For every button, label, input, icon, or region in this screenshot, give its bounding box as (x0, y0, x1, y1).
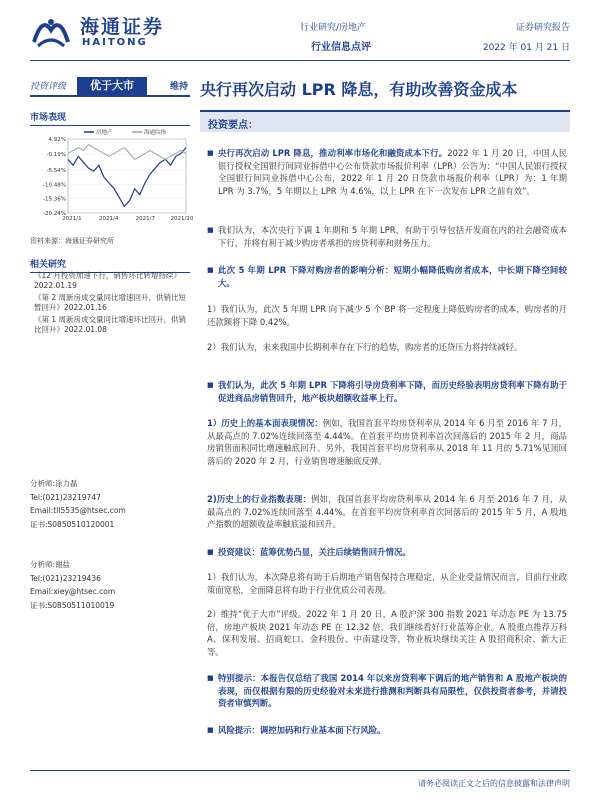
chart-source: 资料来源：海通证券研究所 (30, 237, 114, 245)
footer-disclaimer: 请务必阅读正文之后的信息披露和法律声明 (418, 779, 570, 788)
paragraph: 2)历史上的行业指数表现：例如，我国首套平均房贷利率从 2014 年 6 月至 2016 年 7 月，从最高点的 7.02%连续回落至 4.44%。在首套平均房贷利率首次回落后的 2015 年 5 月，A 股地产指数的超额收益率触底溢和回升。 (207, 494, 567, 530)
rating-bar (30, 75, 190, 97)
paragraph: ■ 风险提示：调控加码和行业基本面下行风险。 (207, 724, 567, 737)
report-category: 行业研究/房地产 (300, 23, 367, 33)
paragraph: 1）我们认为，此次 5 年期 LPR 向下减少 5 个 BP 将一定程度上降低购房者的成本，购房者的月还款额将下降 0.42%。 (207, 304, 567, 327)
report-date: 2022 年 01 月 21 日 (482, 43, 570, 53)
related-item[interactable]: 《12 月投资加速下行，销售环比转增持续》2022.01.19 (34, 271, 181, 290)
footer-divider (30, 770, 570, 771)
analyst-tel: Tel:(021)23219436 (30, 573, 101, 583)
analyst-email[interactable]: Email:xiey@htsec.com (30, 587, 116, 596)
paragraph: 1）历史上的基本面表现情况：例如，我国首套平均房贷利率从 2014 年 6 月至 2016 年 7 月，从最高点的 7.02%连续回落至 4.44%。在首套平均房贷利率首次回落后的 2015 年 2 月，商品房销售面积同比增速触底回升。另外，我国首套平均房贷利率从 2018 年 11 月的 5.71%见顶回落后的 2020 年 2 月，行业销售增速触底反弹。 (207, 418, 567, 466)
paragraph: ■ 此次 5 年期 LPR 下降对购房者的影响分析：短期小幅降低购房者成本，中长期下降空间较大。 (207, 264, 567, 289)
rating-value: 优于大市 (77, 77, 147, 95)
logo-english-name: HAITONG (82, 37, 148, 48)
y-tick-label: -0.19% (46, 152, 66, 159)
market-heading: 市场表现 (30, 110, 190, 126)
analyst-block (30, 477, 190, 531)
header-divider (30, 60, 570, 61)
key-points-header (200, 110, 570, 132)
rating-trend: 维持 (169, 82, 188, 92)
related-list (34, 271, 190, 337)
company-logo (30, 10, 180, 55)
y-tick-label: -20.24% (43, 211, 66, 217)
paragraph: ■ 投资建议：蓝筹优势凸显，关注后续销售回升情况。 (207, 546, 567, 559)
legend-label: 房地产 (96, 130, 113, 136)
analyst-email[interactable]: Email:tll5535@htsec.com (30, 506, 126, 515)
y-tick-label: 4.92% (48, 137, 66, 143)
analyst-name: 分析师:涂力磊 (30, 479, 78, 488)
related-item[interactable]: 《第 2 周新房成交量同比增速回升，供销比短暂回升》2022.01.16 (34, 293, 187, 312)
analyst-cert: 证书:S0850510120001 (30, 519, 115, 529)
rating-label: 投资评级 (30, 82, 67, 92)
paragraph: ■ 特别提示：本报告仅总结了我国 2014 年以来房贷利率下调后的地产销售和 A 股地产板块的表现，而仅根据有限的历史经验对未来进行推测和判断具有局限性，仅供投资者参考，并请投资者审慎判断。 (207, 672, 567, 710)
x-tick-label: 2021/4 (98, 216, 119, 222)
y-tick-label: -10.48% (43, 182, 66, 189)
y-tick-label: -15.36% (43, 196, 66, 203)
analyst-cert: 证书:S0850511010019 (30, 600, 115, 610)
legend-label: 海通综指 (144, 130, 167, 136)
paragraph: ■ 我们认为，本次央行下调 1 年期和 5 年期 LPR，有助于引导包括开发商在内的社会融资成本下行，并将有利于减少购房者承担的房贷利率和财务压力。 (207, 224, 567, 249)
market-chart (30, 125, 194, 225)
page-title: 央行再次启动 LPR 降息，有助改善资金成本 (200, 80, 518, 99)
analyst-block (30, 558, 190, 612)
series-line-2 (68, 145, 186, 160)
y-tick-label: -5.54% (46, 167, 66, 174)
market-chart-svg (30, 125, 194, 225)
x-tick-label: 2021/10 (170, 216, 194, 222)
related-item[interactable]: 《第 1 周新房成交量同比增速环比回升，供销比回升》2022.01.08 (34, 315, 187, 334)
report-header (0, 0, 600, 62)
report-type: 行业信息点评 (311, 42, 371, 53)
analyst-name: 分析师:谢盐 (30, 560, 71, 569)
related-heading: 相关研究 (30, 257, 190, 273)
key-points-title: 投资要点： (208, 120, 258, 131)
logo-chinese-name: 海通证券 (80, 16, 165, 38)
paragraph: 2）维持“优于大市”评级。2022 年 1 月 20 日，A 股沪深 300 指数 2021 年动态 PE 为 13.75 倍，房地产板块 2021 年动态 PE 在 12.32 倍，我们继续看好行业蓝筹企业。A 股重点推荐万科 A、保利发展、招商蛇口、金科股份、中南建设等，物业板块继续关注 A 股招商积余、新大正等。 (207, 609, 567, 657)
series-line-1 (68, 148, 186, 207)
x-tick-label: 2021/7 (135, 216, 156, 222)
paragraph: ■ 我们认为，此次 5 年期 LPR 下降将引导房贷利率下降，而历史经验表明房贷利率下降有助于促进商品房销售回升，地产板块超额收益率上行。 (207, 379, 567, 404)
analyst-tel: Tel:(021)23219747 (30, 492, 101, 502)
x-tick-label: 2021/1 (62, 216, 82, 222)
paragraph: 2）我们认为，未来我国中长期利率存在下行的趋势，购房者的还贷压力将持续减轻。 (207, 342, 523, 352)
haitong-logo-icon (30, 12, 72, 50)
paragraph: ■ 央行再次启动 LPR 降息，推动利率市场化和融资成本下行。2022 年 1 月 20 日，中国人民银行授权全国银行间同业拆借中心公布贷款市场报价利率（LPR）公告为：“中国人民银行授权全国银行间同业拆借中心公布，2022 年 1 月 20 日贷款市场报价利率（LPR）为：1 年期 LPR 为 3.7%，5 年期以上 LPR 为 4.6%，以上 LPR 在下一次发布 LPR 之前有效”。 (207, 147, 567, 197)
report-series: 证券研究报告 (515, 23, 570, 33)
paragraph: 1）我们认为，本次降息将有助于后期地产销售保持合理稳定，从企业受益情况而言，目前行业政策面宽松，全面降息将有助于行业优质公司表现。 (207, 572, 567, 595)
